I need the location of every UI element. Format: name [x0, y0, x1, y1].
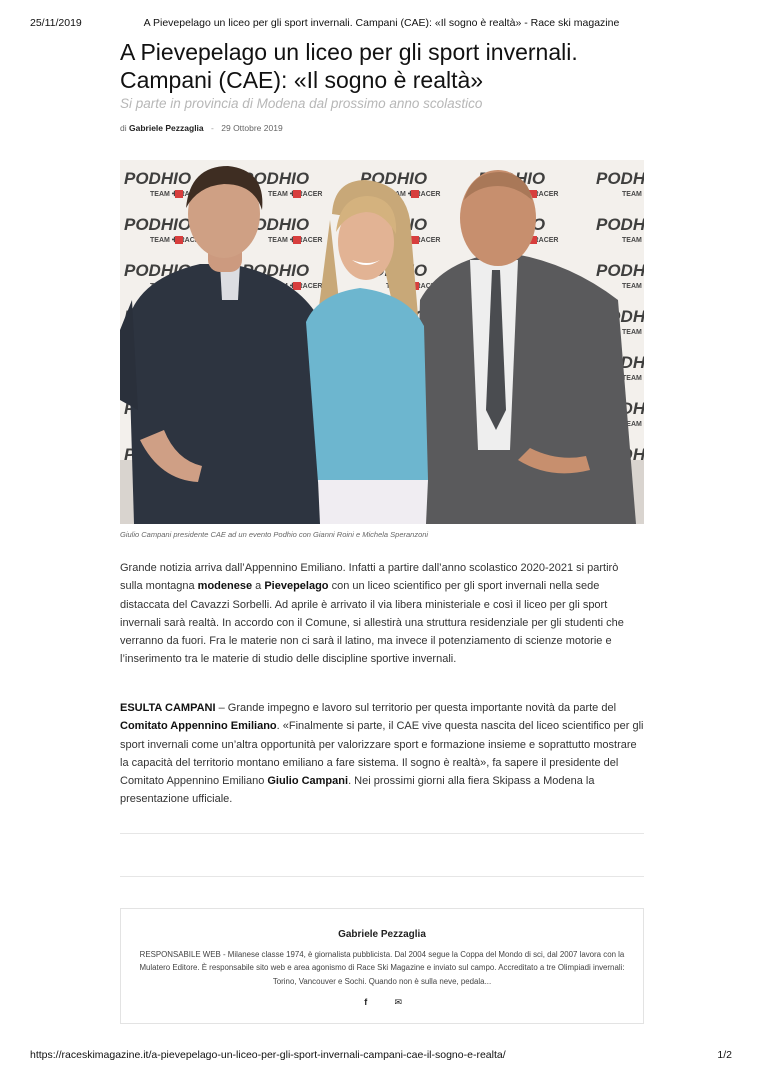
p1-bold-2: Pievepelago [264, 580, 329, 593]
byline-separator: - [211, 123, 214, 133]
photo-illustration [120, 160, 644, 524]
article-subtitle: Si parte in provincia di Modena dal prossimo anno scolastico [120, 96, 483, 111]
p1-text-3: con un liceo scientifico per gli sport invernali nella sede distaccata del Cavazzi Sorbelli. Ad aprile è arrivato il via libera ministeriale e così il liceo per gli sport invernali sarà realtà. In accordo con il Comune, si allestirà una struttura residenziale per gli studenti che verranno da fuori. Fra le materie non ci sarà il latino, ma invece il potenziamento di scienze motorie e l’inserimento tra le materie di studio delle discipline sportive invernali. [120, 580, 624, 666]
author-link[interactable]: Gabriele Pezzaglia [129, 123, 204, 133]
divider [120, 876, 644, 877]
article-title: A Pievepelago un liceo per gli sport invernali. Campani (CAE): «Il sogno è realtà» [120, 39, 578, 93]
article-paragraph-1 [120, 559, 644, 669]
facebook-icon[interactable]: f [364, 997, 368, 1008]
p2-text-1: – Grande impegno e lavoro sul territorio per questa importante novità da parte del [215, 702, 617, 714]
photo-caption: Giulio Campani presidente CAE ad un evento Podhio con Gianni Roini e Michela Speranzoni [120, 530, 429, 539]
p1-text-1: Grande notizia arriva dall’Appennino Emiliano. Infatti a partire dall’anno scolastico 2020-2021 si partirò sulla montagna [120, 562, 619, 593]
print-date: 25/11/2019 [30, 17, 82, 29]
email-icon[interactable]: ✉ [394, 997, 403, 1008]
author-box [120, 908, 644, 1024]
print-url: https://raceskimagazine.it/a-pievepelago-un-liceo-per-gli-sport-invernali-campani-cae-il-sogno-e-realta/ [30, 1049, 506, 1061]
byline [120, 123, 644, 133]
p2-text-2: . «Finalmente si parte, il CAE vive questa nascita del liceo scientifico per gli sport invernali come un’altra opportunità per valorizzare sport e formazione insieme e soprattutto mostrare la capacità del territorio montano emiliano a fare sistema. Il sogno è realtà», fa sapere il presidente del Comitato Appennino Emiliano [120, 720, 644, 788]
p2-bold-1: ESULTA CAMPANI [120, 702, 216, 714]
author-box-bio: RESPONSABILE WEB - Milanese classe 1974, è giornalista pubblicista. Dal 2004 segue la Coppa del Mondo di sci, dal 2007 lavora con la Mulatero Editore. È responsabile sito web e area agonismo di Race Ski Magazine e inviato sul campo. Accreditato a tre Olimpiadi invernali: Torino, Vancouver e Sochi. Quando non è sulla neve, pedala... [139, 950, 625, 986]
article-photo [120, 160, 644, 524]
article-paragraph-2 [120, 699, 644, 809]
p1-text-2: a [252, 580, 265, 593]
byline-prefix: di [120, 123, 127, 133]
author-social [121, 997, 643, 1008]
divider [120, 833, 644, 834]
author-box-name[interactable]: Gabriele Pezzaglia [338, 929, 426, 940]
p2-text-3: . Nei prossimi giorni alla fiera Skipass a Modena la presentazione ufficiale. [120, 775, 595, 806]
p1-bold-1: modenese [197, 580, 253, 593]
page-number: 1/2 [717, 1049, 732, 1061]
p2-bold-2: Comitato Appennino Emiliano [120, 720, 277, 733]
article-date: 29 Ottobre 2019 [221, 123, 283, 133]
p2-bold-3: Giulio Campani [267, 775, 349, 788]
print-page-title: A Pievepelago un liceo per gli sport invernali. Campani (CAE): «Il sogno è realtà» - Race ski magazine [143, 17, 620, 29]
